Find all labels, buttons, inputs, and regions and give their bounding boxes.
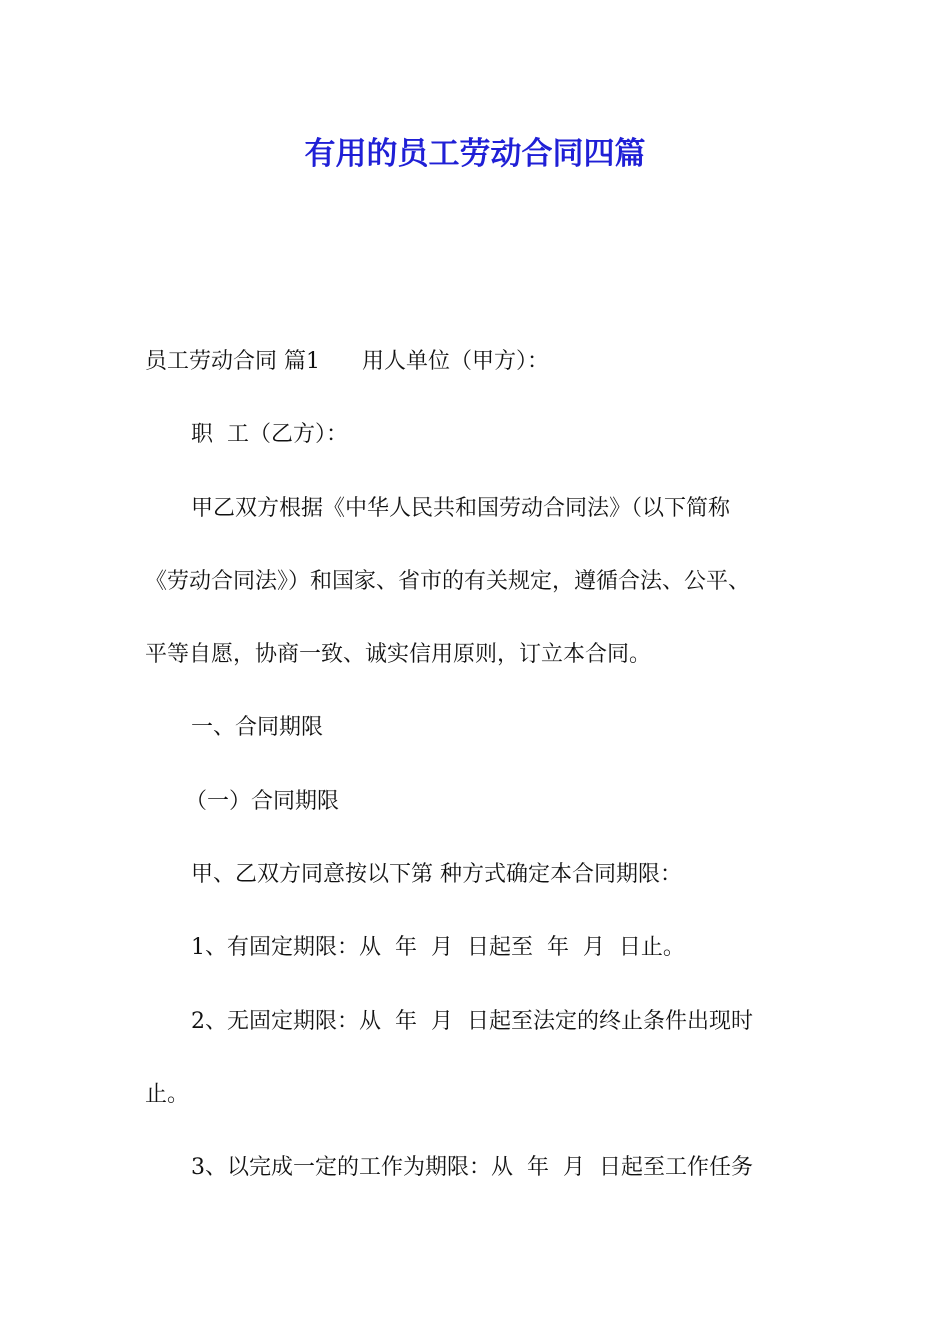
paragraph-line: 平等自愿，协商一致、诚实信用原则，订立本合同。 bbox=[145, 642, 652, 668]
list-item: 3、以完成一定的工作为期限：从 年 月 日起至工作任务 bbox=[191, 1155, 753, 1181]
employee-party-line: 职 工（乙方）： bbox=[191, 422, 348, 448]
paragraph-line: 甲乙双方根据《中华人民共和国劳动合同法》（以下简称 bbox=[191, 495, 731, 521]
list-item: 1、有固定期限：从 年 月 日起至 年 月 日止。 bbox=[191, 935, 685, 961]
section-heading: 一、合同期限 bbox=[191, 715, 324, 741]
subsection-heading: （一）合同期限 bbox=[185, 788, 340, 814]
list-item-continuation: 止。 bbox=[145, 1081, 190, 1107]
document-title: 有用的员工劳动合同四篇 bbox=[304, 136, 646, 172]
paragraph-line: 甲、乙双方同意按以下第 种方式确定本合同期限： bbox=[191, 862, 682, 888]
list-item: 2、无固定期限：从 年 月 日起至法定的终止条件出现时 bbox=[191, 1008, 753, 1034]
document-body bbox=[145, 325, 825, 1205]
paragraph-line: 《劳动合同法》）和国家、省市的有关规定，遵循合法、公平、 bbox=[145, 568, 751, 594]
contract-heading-line: 员工劳动合同 篇1 用人单位（甲方）： bbox=[145, 349, 549, 374]
